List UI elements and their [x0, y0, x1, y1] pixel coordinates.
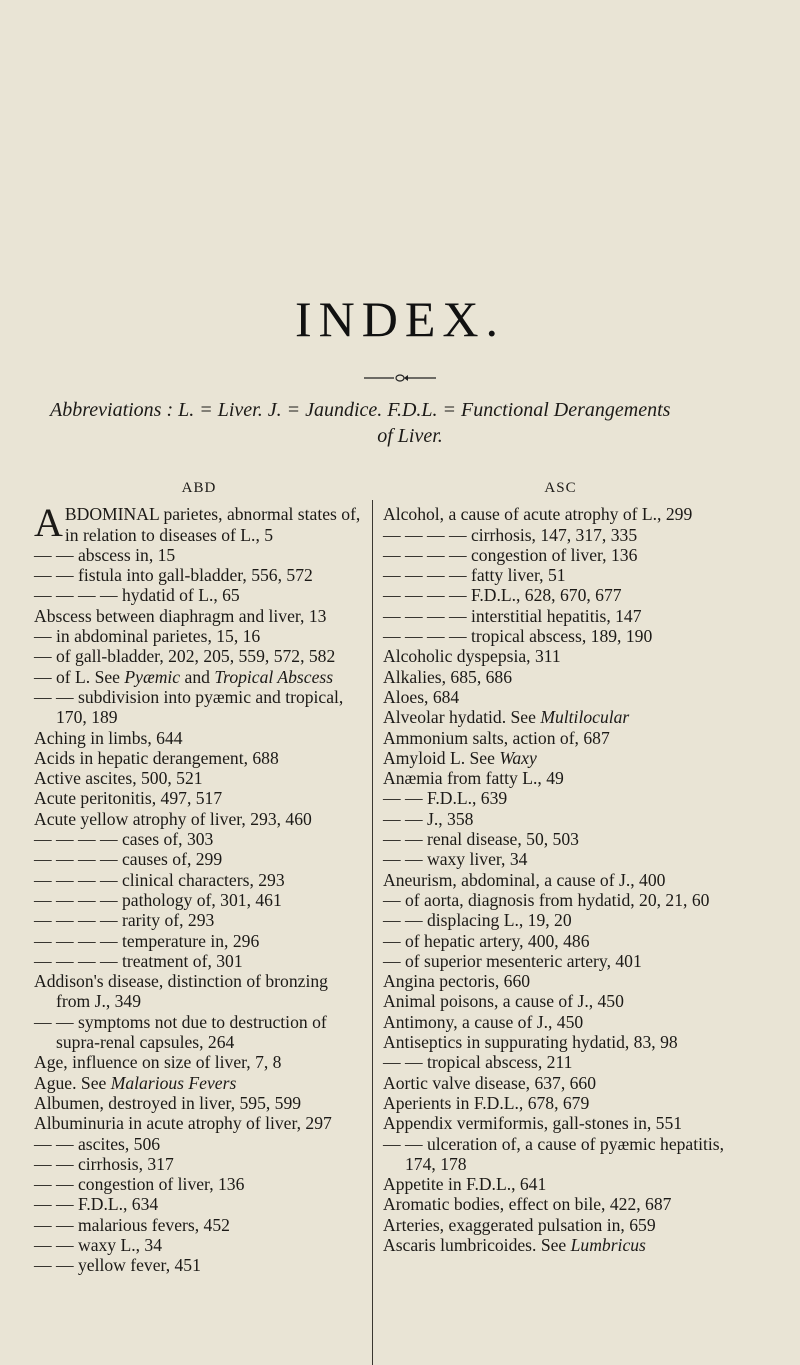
index-entry: — — abscess in, 15 — [34, 544, 176, 565]
index-entry: — — symptoms not due to destruction of supra-renal capsules, 264 — [34, 1011, 327, 1053]
index-entry: Aneurism, abdominal, a cause of J., 400 — [383, 869, 666, 890]
cross-ref: Tropical Abscess — [214, 666, 334, 687]
index-entry: — — F.D.L., 639 — [383, 788, 508, 809]
index-entry: Albuminuria in acute atrophy of liver, 297 — [34, 1113, 332, 1134]
index-entry: Albumen, destroyed in liver, 595, 599 — [34, 1092, 302, 1113]
index-entry: Alkalies, 685, 686 — [383, 666, 513, 687]
entry-text: Ague. See — [34, 1072, 111, 1093]
index-entry: Aromatic bodies, effect on bile, 422, 687 — [383, 1194, 672, 1215]
index-entry: — — — — interstitial hepatitis, 147 — [383, 605, 642, 626]
index-entry: — of aorta, diagnosis from hydatid, 20, 21, 60 — [383, 889, 710, 910]
index-entry: — in abdominal parietes, 15, 16 — [34, 626, 261, 647]
index-entry: — — — — causes of, 299 — [34, 849, 223, 870]
entry-text: Ascaris lumbricoides. See — [383, 1234, 571, 1255]
index-entry: — — congestion of liver, 136 — [34, 1174, 245, 1195]
cross-ref: Pyæmic — [124, 666, 181, 687]
cross-ref: Waxy — [499, 747, 537, 768]
index-entry: Acute yellow atrophy of liver, 293, 460 — [34, 808, 312, 829]
index-entry: Appendix vermiformis, gall-stones in, 551 — [383, 1113, 683, 1134]
index-entry: — — F.D.L., 634 — [34, 1194, 159, 1215]
cross-ref: Lumbricus — [570, 1234, 646, 1255]
index-entry: — — — — fatty liver, 51 — [383, 565, 566, 586]
cross-ref: Malarious Fevers — [110, 1072, 237, 1093]
index-entry: — — — — hydatid of L., 65 — [34, 585, 240, 606]
index-entry: — — tropical abscess, 211 — [383, 1052, 573, 1073]
index-entry: Ammonium salts, action of, 687 — [383, 727, 610, 748]
index-entry: — — — — pathology of, 301, 461 — [34, 889, 282, 910]
page-title: INDEX. — [294, 291, 506, 347]
index-entry: Anæmia from fatty L., 49 — [383, 768, 564, 789]
index-entry: Aloes, 684 — [383, 686, 460, 707]
entry-text: Amyloid L. See — [383, 747, 500, 768]
index-entry: — — — — clinical characters, 293 — [34, 869, 285, 890]
index-entry: Alcoholic dyspepsia, 311 — [383, 646, 561, 667]
index-entry: — — displacing L., 19, 20 — [383, 910, 572, 931]
entry-text: Alveolar hydatid. See — [383, 707, 541, 728]
index-entry: Antiseptics in suppurating hydatid, 83, 98 — [383, 1032, 678, 1053]
column-divider — [372, 500, 373, 1365]
index-entry — [34, 1073, 364, 1093]
index-entry — [383, 1235, 738, 1255]
index-entry — [383, 707, 738, 727]
index-entry: Acids in hepatic derangement, 688 — [34, 747, 279, 768]
index-entry: — — subdivision into pyæmic and tropical, 170, 189 — [34, 686, 344, 728]
index-entry: Arteries, exaggerated pulsation in, 659 — [383, 1214, 656, 1235]
left-column — [34, 478, 364, 1276]
ornament-divider — [360, 372, 440, 384]
index-entry: Angina pectoris, 660 — [383, 971, 531, 992]
index-entry: — — waxy L., 34 — [34, 1234, 163, 1255]
index-entry — [383, 748, 738, 768]
cross-ref-joiner: and — [180, 666, 215, 687]
index-entry: Abscess between diaphragm and liver, 13 — [34, 605, 327, 626]
right-column — [383, 478, 738, 1255]
index-entry: Antimony, a cause of J., 450 — [383, 1011, 584, 1032]
index-entry: — — — — temperature in, 296 — [34, 930, 260, 951]
drop-cap: A — [34, 500, 63, 546]
entry-text: — of L. See — [34, 666, 125, 687]
index-entry: — — fistula into gall-bladder, 556, 572 — [34, 565, 313, 586]
index-entry: — — — — cases of, 303 — [34, 829, 214, 850]
index-entry: Active ascites, 500, 521 — [34, 768, 203, 789]
abbreviations-line-1: Abbreviations : L. = Liver. J. = Jaundice. F.D.L. = Functional Derangements — [50, 399, 671, 421]
index-entry: Aortic valve disease, 637, 660 — [383, 1072, 597, 1093]
index-entry: — — ascites, 506 — [34, 1133, 161, 1154]
index-entry: — — J., 358 — [383, 808, 474, 829]
index-entry: Animal poisons, a cause of J., 450 — [383, 991, 624, 1012]
index-entry: Appetite in F.D.L., 641 — [383, 1174, 547, 1195]
index-entry: Addison's disease, distinction of bronzing from J., 349 — [34, 971, 328, 1012]
index-entry: — — — — tropical abscess, 189, 190 — [383, 626, 653, 647]
abbreviations-note — [50, 397, 770, 449]
first-entry — [34, 500, 364, 546]
running-head-left: ABD — [181, 480, 217, 496]
index-entry: Aperients in F.D.L., 678, 679 — [383, 1092, 590, 1113]
index-entry: Aching in limbs, 644 — [34, 727, 183, 748]
index-entry: — — ulceration of, a cause of pyæmic hepatitis, 174, 178 — [383, 1133, 725, 1174]
index-entry: — — — — rarity of, 293 — [34, 910, 215, 931]
index-entry: — of hepatic artery, 400, 486 — [383, 930, 590, 951]
index-entry: — — yellow fever, 451 — [34, 1255, 201, 1276]
first-entry-text: BDOMINAL parietes, abnormal states of, in relation to diseases of L., 5 — [64, 504, 361, 545]
index-entry — [34, 667, 364, 687]
index-entry: Age, influence on size of liver, 7, 8 — [34, 1052, 282, 1073]
index-entry: — of superior mesenteric artery, 401 — [383, 950, 642, 971]
index-entry: — — — — treatment of, 301 — [34, 950, 243, 971]
index-entry: — — cirrhosis, 317 — [34, 1153, 174, 1174]
index-entry: — — waxy liver, 34 — [383, 849, 528, 870]
cross-ref: Multilocular — [540, 707, 630, 728]
index-entry: Acute peritonitis, 497, 517 — [34, 788, 223, 809]
index-entry: — of gall-bladder, 202, 205, 559, 572, 582 — [34, 646, 336, 667]
index-entry: — — — — F.D.L., 628, 670, 677 — [383, 585, 622, 606]
index-entry: Alcohol, a cause of acute atrophy of L., 299 — [383, 504, 693, 525]
index-entry: — — — — congestion of liver, 136 — [383, 544, 638, 565]
abbreviations-line-2: of Liver. — [377, 425, 443, 447]
index-entry: — — — — cirrhosis, 147, 317, 335 — [383, 524, 638, 545]
index-entry: — — malarious fevers, 452 — [34, 1214, 230, 1235]
running-head-right: ASC — [544, 480, 577, 496]
index-entry: — — renal disease, 50, 503 — [383, 829, 579, 850]
